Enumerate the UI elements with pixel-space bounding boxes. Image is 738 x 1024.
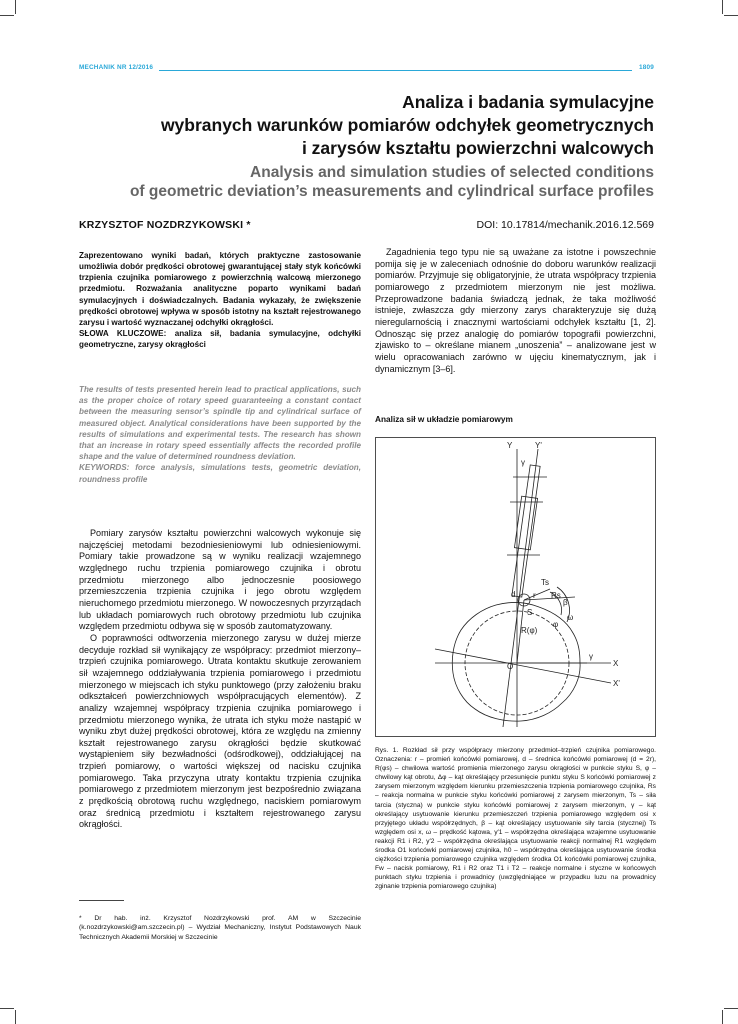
label-x: X xyxy=(613,659,619,668)
label-ts: Ts xyxy=(541,578,549,587)
body-left-column xyxy=(79,528,361,831)
title-en-line-2: of geometric deviation’s measurements and cylindrical surface profiles xyxy=(129,183,654,200)
label-phi: φ xyxy=(553,620,559,629)
doi[interactable]: DOI: 10.17814/mechanik.2016.12.569 xyxy=(476,219,654,231)
body-paragraph: Pomiary zarysów kształtu powierzchni walcowych wykonuje się najczęściej metodami bezodniesieniowymi lub odniesieniowymi. Pomiary takie prowadzone są w wyniku realizacji wzajemnego względnego ruchu trzpienia pomiarowego czujnika i obrotu przedmiotu mierzonego albo jednoczesnie poosiowego przemieszczenia trzpienia czujnika i jego obrotu względem nieruchomego przedmiotu mierzonego. W nowoczesnych przyrządach lub układach pomiarowych ruch obrotowy przedmiotu lub czujnika względem przedmiotu odbywa się w sposób zautomatyzowany. xyxy=(79,528,361,632)
abstract-en-text: The results of tests presented herein lead to practical applications, such as the proper choice of rotary speed guaranteeing a constant contact between the measuring sensor’s spindle tip and cylindrical surface of measured object. Analytical considerations have been supported by the results of simulations and experimental tests. The research has shown that an increase in rotary speed essentially affects the recorded profile shape and the value of determined roundness deviation. xyxy=(79,385,361,462)
label-omega: ω xyxy=(567,613,574,622)
spindle xyxy=(512,465,540,597)
footnote: * Dr hab. inż. Krzysztof Nozdrzykowski prof. AM w Szczecinie (k.nozdrzykowski@am.szczecin.pl) – Wydział Mechaniczny, Instytut Podstawowych Nauk Technicznych Akademii Morskiej w Szczecinie xyxy=(79,915,361,941)
force-diagram xyxy=(375,437,656,737)
author: KRZYSZTOF NOZDRZYKOWSKI * xyxy=(79,219,251,231)
label-s: S xyxy=(527,608,533,617)
label-d: d xyxy=(511,590,516,599)
x-prime-axis xyxy=(435,649,611,683)
keywords-en: KEYWORDS: force analysis, simulations tests, geometric deviation, roundness profile xyxy=(79,463,361,484)
crop-mark xyxy=(15,0,16,14)
label-gamma-2: γ xyxy=(589,652,593,661)
abstract-pl xyxy=(79,250,361,350)
crop-mark xyxy=(722,1010,723,1024)
label-gamma: γ xyxy=(521,458,525,467)
crop-mark xyxy=(724,1008,738,1009)
abstract-en xyxy=(79,384,361,485)
label-rs: Rs xyxy=(551,591,561,600)
abstract-pl-text: Zaprezentowano wyniki badań, których praktyczne zastosowanie umożliwia dobór prędkości obrotowej gwarantującej stały styk końcówki trzpienia czujnika pomiarowego z powierzchnią walcową mierzonego przedmiotu. Rozważania analityczne poparto wynikami badań symulacyjnych i doświadczalnych. Badania wykazały, że zwiększenie prędkości obrotowej wpływa w sposób istotny na kształt rejestrowanego zarysu i wartość wyznaczanej odchyłki okrągłości. xyxy=(79,251,361,327)
label-r: r xyxy=(533,591,536,600)
crop-mark xyxy=(0,1008,14,1009)
page-number: 1809 xyxy=(638,64,654,71)
title-pl-line-3: i zarysów kształtu powierzchni walcowych xyxy=(301,138,654,158)
title-en-line-1: Analysis and simulation studies of selected conditions xyxy=(250,164,654,181)
title-pl-line-2: wybranych warunków pomiarów odchyłek geometrycznych xyxy=(160,115,654,135)
body-right-column xyxy=(375,247,656,375)
body-paragraph: Zagadnienia tego typu nie są uważane za istotne i powszechnie pomija się je w zaleceniach odnośnie do doboru warunków realizacji pomiarów. Przyjmuje się obligatoryjnie, że utrata współpracy trzpienia pomiarowego z przedmiotem mierzonym nie jest możliwa. Przeprowadzone badania świadczą jednak, że taka możliwość istnieje, zwłaszcza gdy mierzony zarys charakteryzuje się dużą nieregularnością i znacznymi wartościami odchyłek kształtu [1, 2]. Odnosząc się przez analogię do pomiarów topografii powierzchni, zjawisko to – określane mianem „unoszenia” – analizowane jest w wielu opracowaniach zarówno w ujęciu kinematycznym, jak i dynamicznym [3–6]. xyxy=(375,247,656,374)
crop-mark xyxy=(724,15,738,16)
journal-name: MECHANIK NR 12/2016 xyxy=(79,64,154,71)
crop-mark xyxy=(15,1010,16,1024)
title-pl-line-1: Analiza i badania symulacyjne xyxy=(402,92,654,112)
label-center: O xyxy=(507,662,514,671)
label-y: Y xyxy=(507,441,513,450)
y-prime-axis xyxy=(503,449,538,727)
title-block xyxy=(79,91,654,201)
header-rule xyxy=(159,70,632,71)
running-header xyxy=(79,64,654,76)
keywords-pl: SŁOWA KLUCZOWE: analiza sił, badania symulacyjne, odchyłki geometryczne, zarysy okrągłości xyxy=(79,329,361,350)
label-x-prime: X' xyxy=(613,679,620,688)
figure-1 xyxy=(375,437,656,737)
crop-mark xyxy=(0,15,14,16)
label-beta: β xyxy=(563,598,568,607)
label-y-prime: Y' xyxy=(535,441,542,450)
figure-caption: Rys. 1. Rozkład sił przy współpracy mierzony przedmiot–trzpień czujnika pomiarowego. Oznaczenia: r – promień końcówki pomiarowej, d – średnica końcówki pomiarowej (d = 2r), R(φs) – chwilowa wartość promienia mierzonego zarysu okrągłości w punkcie styku S, φ – chwilowy kąt obrotu, Δφ – kąt określający przesunięcie punktu styku S końcówki pomiarowej z zarysem mierzonym względem kierunku przemieszczenia trzpienia pomiarowego czujnika, Rs – reakcja normalna w punkcie styku końcówki pomiarowej z zarysem mierzonym, Ts – siła tarcia (styczna) w punkcie styku końcówki pomiarowej z zarysem mierzonym, γ – kąt określający usytuowanie kierunku przemieszczeń trzpienia pomiarowego względem osi x przyjętego układu współrzędnych, β – kąt określający usytuowanie siły tarcia (stycznej) Ts względem osi x, ω – prędkość kątowa, y′1 – współrzędna określająca wzajemne usytuowanie reakcji R1 i R2, y′2 – współrzędna określająca usytuowanie reakcji normalnej R1 względem środka O1 końcówki pomiarowej czujnika, h0 – współrzędna określająca usytuowanie środka ciężkości trzpienia pomiarowego czujnika względem środka O1 końcówki pomiarowej czujnika, Fw – nacisk pomiarowy, R1 i R2 oraz T1 i T2 – reakcje normalne i styczne w końcowych punktach styku trzpienia i prowadnicy (uwzględniające w przypadku luzu na prowadnicy zginanie trzpienia pomiarowego czujnika) xyxy=(375,747,656,891)
crop-mark xyxy=(722,0,723,14)
label-r-phi: R(φ) xyxy=(521,626,538,635)
section-heading: Analiza sił w układzie pomiarowym xyxy=(375,414,513,424)
footnote-rule xyxy=(79,900,124,901)
body-paragraph: O poprawności odtworzenia mierzonego zarysu w dużej mierze decyduje rozkład sił wynikający ze współpracy: przedmiot mierzony–trzpień czujnika pomiarowego. Utrata kontaktu skutkuje zerowaniem sił wzajemnego oddziaływania trzpienia pomiarowego i przedmiotu mierzonego w miejscach ich styku punktowego (przy założeniu braku odkształceń powierzchniowych współpracujących elementów). Z analizy wzajemnej współpracy trzpienia czujnika pomiarowego i przedmiotu mierzonego wynika, że utrata ich styku może nastąpić w wyniku zbyt dużej prędkości obrotowej, która ze względu na zmienny kształt rejestrowanego zarysu okrągłości będzie skutkować wystąpieniem siły bezwładności (odśrodkowej), oddziałującej na trzpień pomiarowy, o wartości większej od nacisku czujnika pomiarowego. Taka przyczyna utraty kontaktu trzpienia czujnika pomiarowego z przedmiotem mierzonym jest bezpośrednio związana z prędkością obrotową ruchu względnego, naciskiem pomiarowym oraz średnicą przedmiotu i kształtem rejestrowanego zarysu okrągłości. xyxy=(79,632,361,830)
